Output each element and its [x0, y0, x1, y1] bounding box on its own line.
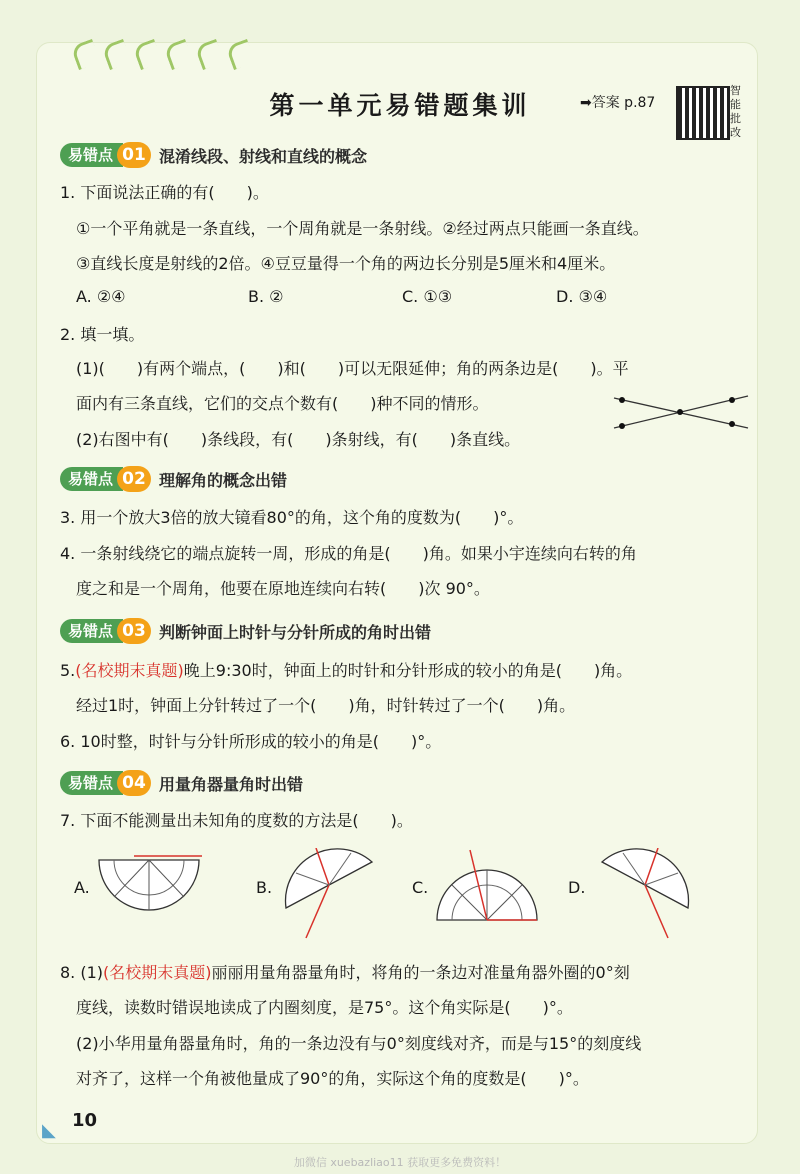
q1-option-c[interactable]: C. ①③	[402, 287, 453, 306]
q4-line1: 4. 一条射线绕它的端点旋转一周，形成的角是( )角。如果小宇连续向右转的角	[60, 544, 637, 563]
dolphin-icon: ◣	[42, 1120, 56, 1141]
q7-stem: 7. 下面不能测量出未知角的度数的方法是( )。	[60, 811, 413, 830]
q8-line2: 度线，读数时错误地读成了内圈刻度，是75°。这个角实际是( )°。	[76, 998, 573, 1017]
protractor-d-icon	[588, 848, 698, 940]
q8-line4: 对齐了，这样一个角被他量成了90°的角，实际这个角的度数是( )°。	[76, 1069, 589, 1088]
section-number: 02	[117, 466, 151, 492]
q1-option-b[interactable]: B. ②	[248, 287, 284, 306]
section-title: 判断钟面上时针与分针所成的角时出错	[159, 622, 432, 642]
protractor-a-icon	[94, 852, 204, 922]
protractor-b-icon	[276, 848, 386, 940]
page-title: 第一单元易错题集训	[269, 91, 531, 120]
section-title: 混淆线段、射线和直线的概念	[159, 146, 368, 166]
section-number: 03	[117, 618, 151, 644]
q8-line1	[60, 960, 630, 983]
q1-stem: 1. 下面说法正确的有( )。	[60, 183, 269, 202]
section-tag: 易错点	[60, 771, 123, 795]
spiral-binding	[74, 42, 252, 67]
section-number: 04	[117, 770, 151, 796]
q8-text: 丽丽用量角器量角时，将角的一条边对准量角器外圈的0°刻	[211, 963, 630, 982]
q2-part1-line2: 面内有三条直线，它们的交点个数有( )种不同的情形。	[76, 394, 489, 413]
lines-figure	[604, 388, 754, 440]
q5-line1	[60, 658, 632, 681]
q8-number: 8. (1)	[60, 963, 104, 982]
q7-option-a[interactable]: A.	[74, 878, 90, 897]
section-number: 01	[117, 142, 151, 168]
protractor-c-icon	[432, 848, 542, 928]
q5-number: 5.	[60, 661, 76, 680]
section-tag: 易错点	[60, 143, 123, 167]
q7-option-c[interactable]: C.	[412, 878, 429, 897]
q4-line2: 度之和是一个周角，他要在原地连续向右转( )次 90°。	[76, 579, 490, 598]
q7-option-b[interactable]: B.	[256, 878, 273, 897]
q1-option-a[interactable]: A. ②④	[76, 287, 126, 306]
section-tag: 易错点	[60, 619, 123, 643]
footer-watermark: 加微信 xuebazliao11 获取更多免费资料！	[293, 1156, 507, 1169]
section-header-01	[60, 142, 367, 168]
q8-line3: (2)小华用量角器量角时，角的一条边没有与0°刻度线对齐，而是与15°的刻度线	[76, 1034, 642, 1053]
answer-reference: ➡答案 p.87	[580, 95, 656, 111]
q5-text: 晚上9:30时，钟面上的时针和分针形成的较小的角是( )角。	[183, 661, 633, 680]
source-tag: (名校期末真题)	[103, 963, 212, 982]
page-number: 10	[72, 1110, 98, 1131]
source-tag: (名校期末真题)	[75, 661, 184, 680]
section-header-04	[60, 770, 303, 796]
q1-statement-1: ①一个平角就是一条直线，一个周角就是一条射线。②经过两点只能画一条直线。	[76, 219, 649, 238]
q2-part1-line1: (1)( )有两个端点，( )和( )可以无限延伸；角的两条边是( )。平	[76, 359, 629, 378]
q1-option-d[interactable]: D. ③④	[556, 287, 608, 306]
q1-statement-2: ③直线长度是射线的2倍。④豆豆量得一个角的两边长分别是5厘米和4厘米。	[76, 254, 616, 273]
section-tag: 易错点	[60, 467, 123, 491]
section-header-03	[60, 618, 431, 644]
section-title: 用量角器量角时出错	[159, 774, 304, 794]
q2-part2: (2)右图中有( )条线段，有( )条射线，有( )条直线。	[76, 430, 521, 449]
q5-line2: 经过1时，钟面上分针转过了一个( )角，时针转过了一个( )角。	[76, 696, 576, 715]
q3: 3. 用一个放大3倍的放大镜看80°的角，这个角的度数为( )°。	[60, 508, 524, 527]
q6: 6. 10时整，时针与分针所形成的较小的角是( )°。	[60, 732, 442, 751]
qr-code-icon[interactable]	[676, 86, 730, 140]
q7-option-d[interactable]: D.	[568, 878, 586, 897]
q2-stem: 2. 填一填。	[60, 325, 145, 344]
qr-label: 智能批改	[730, 84, 741, 139]
section-header-02	[60, 466, 287, 492]
section-title: 理解角的概念出错	[159, 470, 288, 490]
